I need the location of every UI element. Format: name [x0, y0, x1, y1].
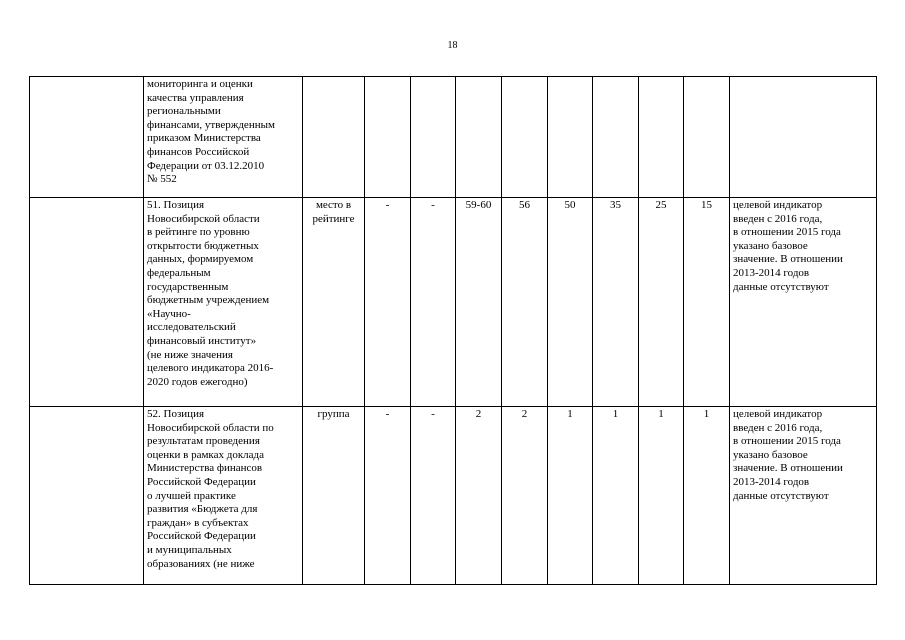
value-cell: [639, 77, 684, 198]
value-cell: 56: [502, 198, 548, 407]
value-cell: 1: [548, 407, 593, 585]
indicator-cell: 52. Позиция Новосибирской области по результатам проведения оценки в рамках доклада Министерства финансов Российской Федерации о лучшей практике развития «Бюджета для граждан» в субъектах Российской Федерации и муниципальных образованиях (не ниже: [144, 407, 303, 585]
value-cell: -: [365, 198, 411, 407]
note-cell: целевой индикатор введен с 2016 года, в отношении 2015 года указано базовое значение. В отношении 2013-2014 годов данные отсутствуют: [730, 407, 877, 585]
note-cell: целевой индикатор введен с 2016 года, в отношении 2015 года указано базовое значение. В отношении 2013-2014 годов данные отсутствуют: [730, 198, 877, 407]
page-number: 18: [447, 40, 458, 51]
value-cell: 59-60: [456, 198, 502, 407]
table-row: [30, 77, 877, 198]
indicator-cell: 51. Позиция Новосибирской области в рейтинге по уровню открытости бюджетных данных, формируемом федеральным государственным бюджетным учреждением «Научно- исследовательский финансовый институт» (не ниже значения целевого индикатора 2016- 2020 годов ежегодно): [144, 198, 303, 407]
table-row: [30, 198, 877, 407]
value-cell: [548, 77, 593, 198]
value-cell: 15: [684, 198, 730, 407]
value-cell: 1: [684, 407, 730, 585]
value-cell: 35: [593, 198, 639, 407]
note-cell: [730, 77, 877, 198]
value-cell: [411, 77, 456, 198]
blank-cell: [30, 407, 144, 585]
unit-cell: [303, 77, 365, 198]
value-cell: -: [411, 198, 456, 407]
value-cell: 2: [456, 407, 502, 585]
blank-cell: [30, 198, 144, 407]
value-cell: -: [411, 407, 456, 585]
value-cell: 1: [593, 407, 639, 585]
unit-cell: группа: [303, 407, 365, 585]
blank-cell: [30, 77, 144, 198]
value-cell: -: [365, 407, 411, 585]
indicator-cell: мониторинга и оценки качества управления региональными финансами, утвержденным приказом Министерства финансов Российской Федерации от 03.12.2010 № 552: [144, 77, 303, 198]
value-cell: 1: [639, 407, 684, 585]
value-cell: [456, 77, 502, 198]
value-cell: [684, 77, 730, 198]
value-cell: [365, 77, 411, 198]
unit-cell: место в рейтинге: [303, 198, 365, 407]
value-cell: [502, 77, 548, 198]
table-row: [30, 407, 877, 585]
value-cell: [593, 77, 639, 198]
indicators-table: [29, 76, 877, 585]
value-cell: 2: [502, 407, 548, 585]
value-cell: 25: [639, 198, 684, 407]
value-cell: 50: [548, 198, 593, 407]
